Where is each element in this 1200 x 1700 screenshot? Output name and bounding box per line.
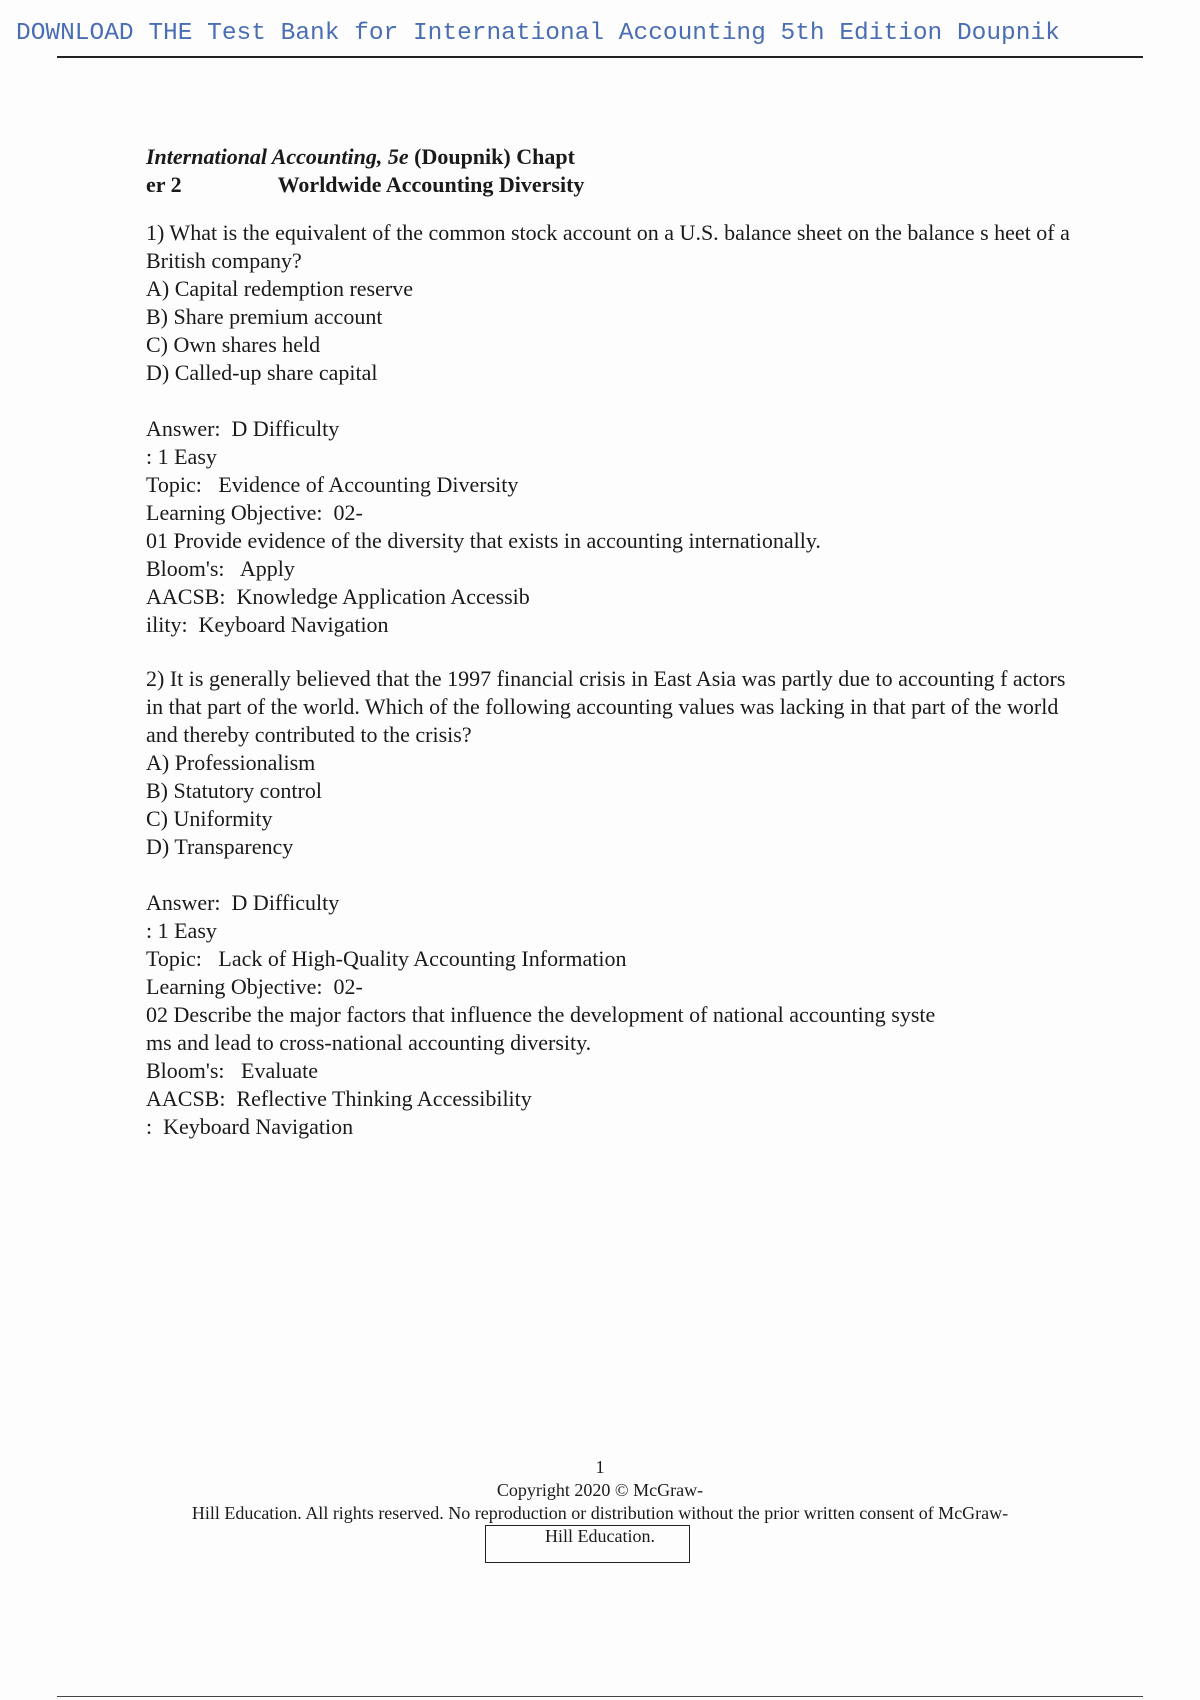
learning-objective-line: Learning Objective: 02- [146,974,363,999]
option-d: D) Called-up share capital [146,360,378,385]
page-number: 1 [595,1457,605,1477]
accessibility-line: ility: Keyboard Navigation [146,612,389,637]
blooms-line: Bloom's: Apply [146,556,295,581]
difficulty-line: : 1 Easy [146,444,217,469]
answer-options [146,275,1086,387]
chapter-name: Worldwide Accounting Diversity [277,172,585,197]
option-c: C) Uniformity [146,806,273,831]
answer-line: Answer: D Difficulty [146,416,340,441]
copyright-line-1: Copyright 2020 © McGraw- [496,1480,704,1500]
option-d: D) Transparency [146,834,294,859]
learning-objective-text: 02 Describe the major factors that influence the development of national accounting syste [146,1002,936,1027]
option-a: A) Professionalism [146,750,316,775]
answer-line: Answer: D Difficulty [146,890,340,915]
answer-metadata [146,889,1086,1141]
document-body [146,143,1086,1141]
copyright-line-3: Hill Education. [545,1526,655,1546]
aacsb-line: AACSB: Knowledge Application Accessib [146,584,530,609]
topic-line: Topic: Lack of High-Quality Accounting Information [146,946,627,971]
download-banner-link[interactable]: DOWNLOAD THE Test Bank for International Accounting 5th Edition Doupnik [16,20,1060,47]
option-b: B) Statutory control [146,778,322,803]
learning-objective-text: 01 Provide evidence of the diversity that exists in accounting internationally. [146,528,821,553]
topic-line: Topic: Evidence of Accounting Diversity [146,472,519,497]
option-b: B) Share premium account [146,304,383,329]
learning-objective-line: Learning Objective: 02- [146,500,363,525]
header-rule [57,56,1143,58]
option-a: A) Capital redemption reserve [146,276,413,301]
blooms-line: Bloom's: Evaluate [146,1058,318,1083]
question-text: 1) What is the equivalent of the common stock account on a U.S. balance sheet on the balance s heet of a British company? [146,220,1070,273]
question-1 [146,219,1086,639]
option-c: C) Own shares held [146,332,321,357]
chapter-number: er 2 [146,172,182,197]
aacsb-line: AACSB: Reflective Thinking Accessibility [146,1086,532,1111]
answer-metadata [146,415,1086,639]
copyright-line-2: Hill Education. All rights reserved. No reproduction or distribution without the prior written consent of McGraw- [191,1503,1009,1523]
difficulty-line: : 1 Easy [146,918,217,943]
question-2 [146,665,1086,1141]
chapter-title-line2 [146,171,1086,199]
accessibility-line: : Keyboard Navigation [146,1114,354,1139]
question-text: 2) It is generally believed that the 1997 financial crisis in East Asia was partly due to accounting f actors in that part of the world. Which of the following accounting values was lacking in that part of the world and thereby contributed to the crisis? [146,666,1066,747]
answer-options [146,749,1086,861]
book-title-rest: (Doupnik) Chapt [408,144,575,169]
chapter-title-line1 [146,143,1086,171]
footer-rule [57,1696,1143,1697]
footer-box-outline [485,1525,690,1563]
learning-objective-text-cont: ms and lead to cross-national accounting diversity. [146,1030,592,1055]
book-title: International Accounting, 5e [146,144,409,169]
